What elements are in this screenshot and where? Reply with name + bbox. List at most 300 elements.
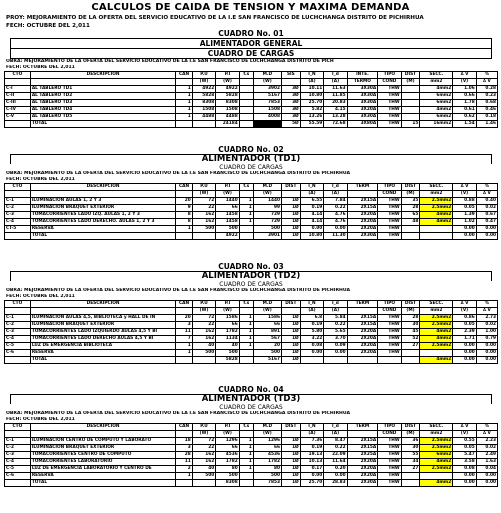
table-cell: C-III — [5, 100, 31, 107]
table-cell — [5, 191, 31, 198]
table-cell: (W) — [253, 308, 281, 315]
table-cell: 1296 — [253, 438, 281, 445]
table-cell: DESCRIPCION — [30, 184, 176, 191]
table-units-row — [5, 191, 498, 198]
cuadro-02-line2: CUADRO DE CARGAS — [219, 164, 283, 171]
table-cell: DIST — [401, 72, 420, 79]
table-cell: 4.14 — [300, 212, 323, 219]
cuadro-01-obra: OBRA: MEJORAMIENTO DE LA OFERTA DEL SERVICIO EDUCATIVO DE LA I.E SAN FRANCISCO DE LUCHCHANGA DISTRITO DE PICH — [6, 59, 334, 64]
table-cell: 0.05 — [453, 205, 476, 212]
table-cell: 500 — [253, 350, 281, 357]
cuadro-02-line1: ALIMENTADOR (TD1) — [201, 154, 301, 164]
table-cell: 4.14 — [300, 219, 323, 226]
table-cell: 1586 — [216, 315, 239, 322]
table-cell — [401, 357, 420, 364]
table-cell: 162 — [192, 219, 215, 226]
table-cell: 0.79 — [476, 336, 497, 343]
table-cell: (A) — [324, 79, 347, 86]
table-cell: 6mm2 — [420, 100, 453, 107]
table-cell: C-6 — [5, 350, 31, 357]
table-cell: 22 — [192, 445, 215, 452]
table-cell: SIS — [281, 72, 300, 79]
table-cell: 80 — [253, 466, 281, 473]
table-cell: TERM — [347, 184, 378, 191]
table-cell: 0.55 — [453, 438, 476, 445]
table-cell: 1Ø — [281, 466, 300, 473]
table-cell: CAN — [176, 72, 192, 79]
table-cell: C-3 — [5, 329, 31, 336]
table-cell: f.s — [239, 301, 253, 308]
table-header-row — [5, 184, 498, 191]
table-cell: (W) — [253, 191, 281, 198]
table-cell: P.I — [216, 72, 239, 79]
table-cell: 162 — [192, 336, 215, 343]
table-cell: 5.80 — [300, 329, 323, 336]
table-cell: 28.83 — [324, 480, 347, 487]
table-cell: 162 — [192, 452, 215, 459]
table-cell — [239, 308, 253, 315]
table-cell: f.s — [239, 72, 253, 79]
table-cell: 2X15A — [347, 198, 378, 205]
table-cell — [239, 93, 253, 100]
table-cell: 1.00 — [476, 329, 497, 336]
table-cell: 1.02 — [453, 219, 476, 226]
table-cell — [347, 431, 378, 438]
table-cell: TOMACORRIENTES LADO DERECHO. AULAS 1, 2 Y 3 — [30, 219, 176, 226]
table-cell: % — [476, 301, 497, 308]
table-cell — [300, 357, 323, 364]
table-cell: 1.71 — [453, 336, 476, 343]
table-cell: % — [476, 72, 497, 79]
cuadro-02-table — [4, 183, 498, 240]
table-cell: 2 — [176, 466, 192, 473]
table-cell: 7853 — [253, 480, 281, 487]
table-cell: THW — [378, 466, 401, 473]
table-cell: 3X30A — [347, 100, 378, 107]
table-row — [5, 100, 498, 107]
table-cell: 4536 — [253, 452, 281, 459]
table-cell: 1 — [239, 438, 253, 445]
table-cell: TERM — [347, 301, 378, 308]
table-cell: C-4 — [5, 219, 31, 226]
table-cell: 1 — [176, 86, 192, 93]
table-cell: 0.04 — [476, 466, 497, 473]
table-cell: 4mm2 — [420, 357, 453, 364]
table-cell: 2.5mm2 — [420, 466, 453, 473]
table-cell: 1508 — [216, 107, 239, 114]
table-cell — [420, 226, 453, 233]
table-cell: 1Ø — [281, 336, 300, 343]
table-cell: 162 — [192, 459, 215, 466]
table-cell: 2X20A — [347, 212, 378, 219]
table-row — [5, 438, 498, 445]
table-cell: C-5 — [5, 343, 31, 350]
table-cell: 0.17 — [300, 466, 323, 473]
table-cell: THW — [378, 315, 401, 322]
table-cell: 1 — [239, 315, 253, 322]
table-cell: 0.00 — [453, 343, 476, 350]
table-cell: 5828 — [192, 93, 215, 100]
table-cell: TIPO — [378, 301, 401, 308]
table-cell: 0.00 — [453, 233, 476, 240]
table-cell: 0.02 — [476, 322, 497, 329]
table-cell: 1 — [239, 466, 253, 473]
table-cell — [401, 473, 420, 480]
table-cell — [5, 308, 31, 315]
table-cell: C-V — [5, 114, 31, 121]
table-cell — [192, 357, 215, 364]
table-cell: 2.5mm2 — [420, 438, 453, 445]
table-cell: 13.28 — [324, 114, 347, 121]
table-cell: 0.00 — [476, 343, 497, 350]
table-cell: ∆ V — [453, 72, 476, 79]
table-cell — [5, 233, 31, 240]
table-cell — [239, 86, 253, 93]
table-cell: 3901 — [253, 233, 281, 240]
table-row — [5, 114, 498, 121]
table-cell — [5, 431, 31, 438]
table-cell: THW — [378, 445, 401, 452]
table-cell: 1 — [176, 226, 192, 233]
table-cell: 25.70 — [300, 480, 323, 487]
table-cell: 20 — [176, 198, 192, 205]
table-cell: C-IV — [5, 107, 31, 114]
table-cell: 11 — [176, 329, 192, 336]
table-cell: 3X20A — [347, 107, 378, 114]
table-cell: 19.13 — [300, 452, 323, 459]
table-cell: 0.00 — [476, 357, 497, 364]
table-cell: COND — [378, 191, 401, 198]
table-header-row — [5, 424, 498, 431]
table-cell: TIPO — [378, 72, 401, 79]
table-cell: 1Ø — [281, 459, 300, 466]
table-cell: 0.09 — [324, 343, 347, 350]
table-cell: 4mm2 — [420, 459, 453, 466]
table-cell: TOTAL — [30, 480, 176, 487]
table-cell: 5.65 — [324, 329, 347, 336]
table-cell: 0.62 — [453, 114, 476, 121]
cuadro-03-obra: OBRA: MEJORAMIENTO DE LA OFERTA DEL SERVICIO EDUCATIVO DE LA I.E SAN FRANCISCO DE LUCHCHANGA DISTRITO DE PICHIRHUA — [6, 288, 350, 293]
table-cell: 1 — [176, 93, 192, 100]
table-cell: 72 — [192, 315, 215, 322]
table-cell: M.D — [253, 184, 281, 191]
table-cell: 891 — [253, 329, 281, 336]
table-cell: 0.00 — [300, 226, 323, 233]
table-cell: 99 — [253, 205, 281, 212]
table-cell: 0.67 — [476, 212, 497, 219]
table-cell: THW — [378, 350, 401, 357]
table-cell — [239, 107, 253, 114]
table-cell: 0.00 — [453, 350, 476, 357]
table-cell: 0.00 — [453, 226, 476, 233]
table-cell: 3X30A — [347, 114, 378, 121]
table-cell: SECC. — [420, 424, 453, 431]
table-cell: 3X30A — [347, 86, 378, 93]
table-cell: 4536 — [216, 452, 239, 459]
table-cell: 3 — [176, 322, 192, 329]
table-cell: 4922 — [192, 86, 215, 93]
table-cell: 0.22 — [324, 205, 347, 212]
table-cell: TOMACORRIENTES LABORATORIO — [30, 459, 176, 466]
table-cell: LUZ DE EMERGENCIA BIBLIOTECA — [30, 343, 176, 350]
table-cell: TOTAL — [30, 357, 176, 364]
table-cell: 7.84 — [324, 198, 347, 205]
table-cell — [5, 357, 31, 364]
table-cell: 7853 — [253, 100, 281, 107]
table-cell — [239, 226, 253, 233]
table-cell: 1Ø — [281, 480, 300, 487]
table-cell: C-I — [5, 86, 31, 93]
table-cell: THW — [378, 198, 401, 205]
table-cell: C-1 — [5, 198, 31, 205]
table-cell — [192, 233, 215, 240]
table-cell: 1Ø — [281, 315, 300, 322]
table-cell — [281, 431, 300, 438]
cuadro-01-line2: CUADRO DE CARGAS — [207, 49, 295, 58]
table-cell: 2X30A — [347, 480, 378, 487]
table-cell: THW — [378, 452, 401, 459]
table-cell — [176, 79, 192, 86]
table-cell: 2.5mm2 — [420, 205, 453, 212]
table-cell: 0.00 — [300, 473, 323, 480]
table-cell: 24184 — [216, 121, 239, 128]
table-cell: THW — [378, 438, 401, 445]
table-cell: (W) — [253, 79, 281, 86]
table-cell: 0.22 — [324, 445, 347, 452]
table-cell: f.s — [239, 184, 253, 191]
table-cell: 1 — [176, 114, 192, 121]
table-cell: 22.09 — [324, 452, 347, 459]
table-cell: (A) — [300, 431, 323, 438]
cuadro-01-line1: ALIMENTADOR GENERAL — [11, 39, 491, 49]
table-cell: 1 — [176, 350, 192, 357]
table-cell: DIST — [281, 424, 300, 431]
table-row — [5, 93, 498, 100]
cuadro-03-line2: CUADRO DE CARGAS — [219, 281, 283, 288]
table-cell: 11.63 — [324, 86, 347, 93]
table-cell — [239, 357, 253, 364]
table-cell — [239, 79, 253, 86]
table-cell — [324, 357, 347, 364]
table-cell: (M) — [401, 191, 420, 198]
cuadro-01-title: CUADRO No. 01 — [218, 29, 284, 38]
table-cell: C-4 — [5, 459, 31, 466]
table-cell: 1 — [176, 473, 192, 480]
table-cell: CTO — [5, 184, 31, 191]
table-cell — [30, 191, 176, 198]
table-cell: 0.00 — [476, 480, 497, 487]
table-cell — [192, 480, 215, 487]
table-cell: ILUMINACION BRAQUET EXTERIOR — [30, 322, 176, 329]
table-cell: 1Ø — [281, 452, 300, 459]
table-cell: DESCRIPCION — [30, 301, 176, 308]
table-cell: 4008 — [253, 114, 281, 121]
table-cell: 567 — [253, 336, 281, 343]
table-cell: THW — [378, 100, 401, 107]
table-cell: 0.02 — [476, 205, 497, 212]
table-cell: TOMACORRIENTES CENTRO DE COMPUTO — [30, 452, 176, 459]
table-cell: (W) — [216, 431, 239, 438]
cuadro-04 — [4, 385, 498, 487]
table-cell: 1 — [176, 343, 192, 350]
table-cell: 0.19 — [300, 322, 323, 329]
table-cell: THW — [378, 93, 401, 100]
table-cell: 4mm2 — [420, 86, 453, 93]
table-cell: SECC. — [420, 301, 453, 308]
table-cell: M.D — [253, 301, 281, 308]
table-cell: 2X20A — [347, 329, 378, 336]
table-cell: (A) — [300, 191, 323, 198]
table-cell: 4922 — [216, 86, 239, 93]
table-cell — [281, 79, 300, 86]
table-row — [5, 212, 498, 219]
table-cell: f.s — [239, 424, 253, 431]
table-cell: 0.40 — [476, 198, 497, 205]
table-units-row — [5, 79, 498, 86]
table-cell — [176, 431, 192, 438]
table-cell — [176, 357, 192, 364]
table-total-row — [5, 480, 498, 487]
table-cell: 500 — [216, 226, 239, 233]
table-cell: 1Ø — [281, 357, 300, 364]
table-cell: AL TABLERO TD3 — [30, 100, 176, 107]
table-cell: ∆ V — [476, 431, 497, 438]
table-cell: (M) — [401, 308, 420, 315]
cuadro-01-fecha: FECH: OCTUBRE DEL 2,011 — [6, 65, 75, 70]
table-cell: THW — [378, 336, 401, 343]
table-cell: P.I — [216, 301, 239, 308]
table-cell: 2.39 — [453, 329, 476, 336]
table-cell: ∆ V — [476, 79, 497, 86]
table-row — [5, 466, 498, 473]
table-cell: 10.13 — [300, 459, 323, 466]
table-cell — [5, 79, 31, 86]
table-cell: 500 — [253, 226, 281, 233]
table-cell: 1458 — [216, 219, 239, 226]
cuadro-04-obra: OBRA: MEJORAMIENTO DE LA OFERTA DEL SERVICIO EDUCATIVO DE LA I.E SAN FRANCISCO DE LUCHCHANGA DISTRITO DE PICHIRHUA — [6, 411, 350, 416]
table-cell: 5167 — [253, 357, 281, 364]
table-cell: 0.00 — [476, 350, 497, 357]
table-cell: 8 — [176, 212, 192, 219]
table-cell — [239, 121, 253, 128]
table-cell: 0.23 — [476, 93, 497, 100]
table-cell: 72 — [192, 438, 215, 445]
table-cell: 0.08 — [300, 343, 323, 350]
table-cell: 1508 — [253, 107, 281, 114]
table-cell: 6.55 — [300, 198, 323, 205]
table-cell: THW — [378, 233, 401, 240]
table-cell: 3Ø — [281, 114, 300, 121]
table-cell: DIST — [401, 301, 420, 308]
table-cell: % — [476, 184, 497, 191]
table-units-row — [5, 308, 498, 315]
table-cell: 1782 — [216, 329, 239, 336]
table-cell — [239, 350, 253, 357]
table-cell: 66 — [216, 445, 239, 452]
table-cell — [420, 473, 453, 480]
table-cell: 1 — [239, 322, 253, 329]
table-cell: 0.66 — [453, 93, 476, 100]
table-cell: 1.39 — [453, 212, 476, 219]
table-cell: C-5 — [5, 466, 31, 473]
table-cell: COND — [378, 308, 401, 315]
table-cell: THW — [378, 205, 401, 212]
table-cell: 65 — [401, 212, 420, 219]
table-cell: 0.00 — [324, 473, 347, 480]
table-cell: 1782 — [216, 459, 239, 466]
table-total-row — [5, 233, 498, 240]
table-cell: THW — [378, 480, 401, 487]
table-cell: mm2 — [420, 191, 453, 198]
table-cell: 20 — [253, 343, 281, 350]
table-cell — [281, 191, 300, 198]
table-cell: P.I — [216, 424, 239, 431]
table-cell: ILUMINACION BRAQUET EXTERIOR — [30, 205, 176, 212]
table-cell: (V) — [453, 308, 476, 315]
table-header-row — [5, 72, 498, 79]
table-cell: (W) — [192, 431, 215, 438]
table-cell: 22 — [192, 322, 215, 329]
table-cell: 729 — [253, 212, 281, 219]
table-cell: 2.5mm2 — [420, 198, 453, 205]
table-total-row — [5, 357, 498, 364]
table-cell: 0.19 — [300, 445, 323, 452]
table-cell: 1134 — [216, 336, 239, 343]
table-cell: C-2 — [5, 205, 31, 212]
table-row — [5, 107, 498, 114]
table-cell: 1Ø — [281, 473, 300, 480]
table-cell: CAN — [176, 301, 192, 308]
table-cell: THW — [378, 322, 401, 329]
table-cell: 5.82 — [300, 107, 323, 114]
table-cell — [401, 93, 420, 100]
table-cell: 2X20A — [347, 219, 378, 226]
table-cell: 0.68 — [476, 100, 497, 107]
table-row — [5, 219, 498, 226]
table-row — [5, 459, 498, 466]
table-cell: 8.47 — [324, 438, 347, 445]
table-cell — [401, 107, 420, 114]
table-cell: 0.00 — [476, 473, 497, 480]
table-cell: 1 — [239, 336, 253, 343]
table-cell: 66 — [216, 205, 239, 212]
table-cell: 1458 — [216, 212, 239, 219]
table-cell — [347, 308, 378, 315]
table-cell: 0.00 — [300, 350, 323, 357]
table-cell: I_d — [324, 184, 347, 191]
table-cell: THW — [378, 107, 401, 114]
table-cell: 6.8 — [300, 315, 323, 322]
table-cell: TERM — [347, 424, 378, 431]
table-cell: THW — [378, 86, 401, 93]
cuadro-02-fecha: FECH: OCTUBRE DEL 2,011 — [6, 177, 75, 182]
table-cell: LUZ DE EMERGENCIA LABORATORIO Y CENTRO DE — [30, 466, 176, 473]
table-cell — [347, 357, 378, 364]
table-cell: I_N — [300, 184, 323, 191]
table-cell — [401, 226, 420, 233]
table-cell: 0.08 — [453, 466, 476, 473]
table-cell: I_d — [324, 424, 347, 431]
table-cell: 1 — [239, 445, 253, 452]
table-cell: I_N — [300, 72, 323, 79]
table-cell: 0.00 — [324, 226, 347, 233]
table-cell — [176, 233, 192, 240]
table-cell: C-1 — [5, 315, 31, 322]
table-cell: 7.36 — [300, 438, 323, 445]
table-cell: 3X80A — [347, 121, 378, 128]
table-cell: 8308 — [216, 480, 239, 487]
table-cell: (W) — [216, 308, 239, 315]
